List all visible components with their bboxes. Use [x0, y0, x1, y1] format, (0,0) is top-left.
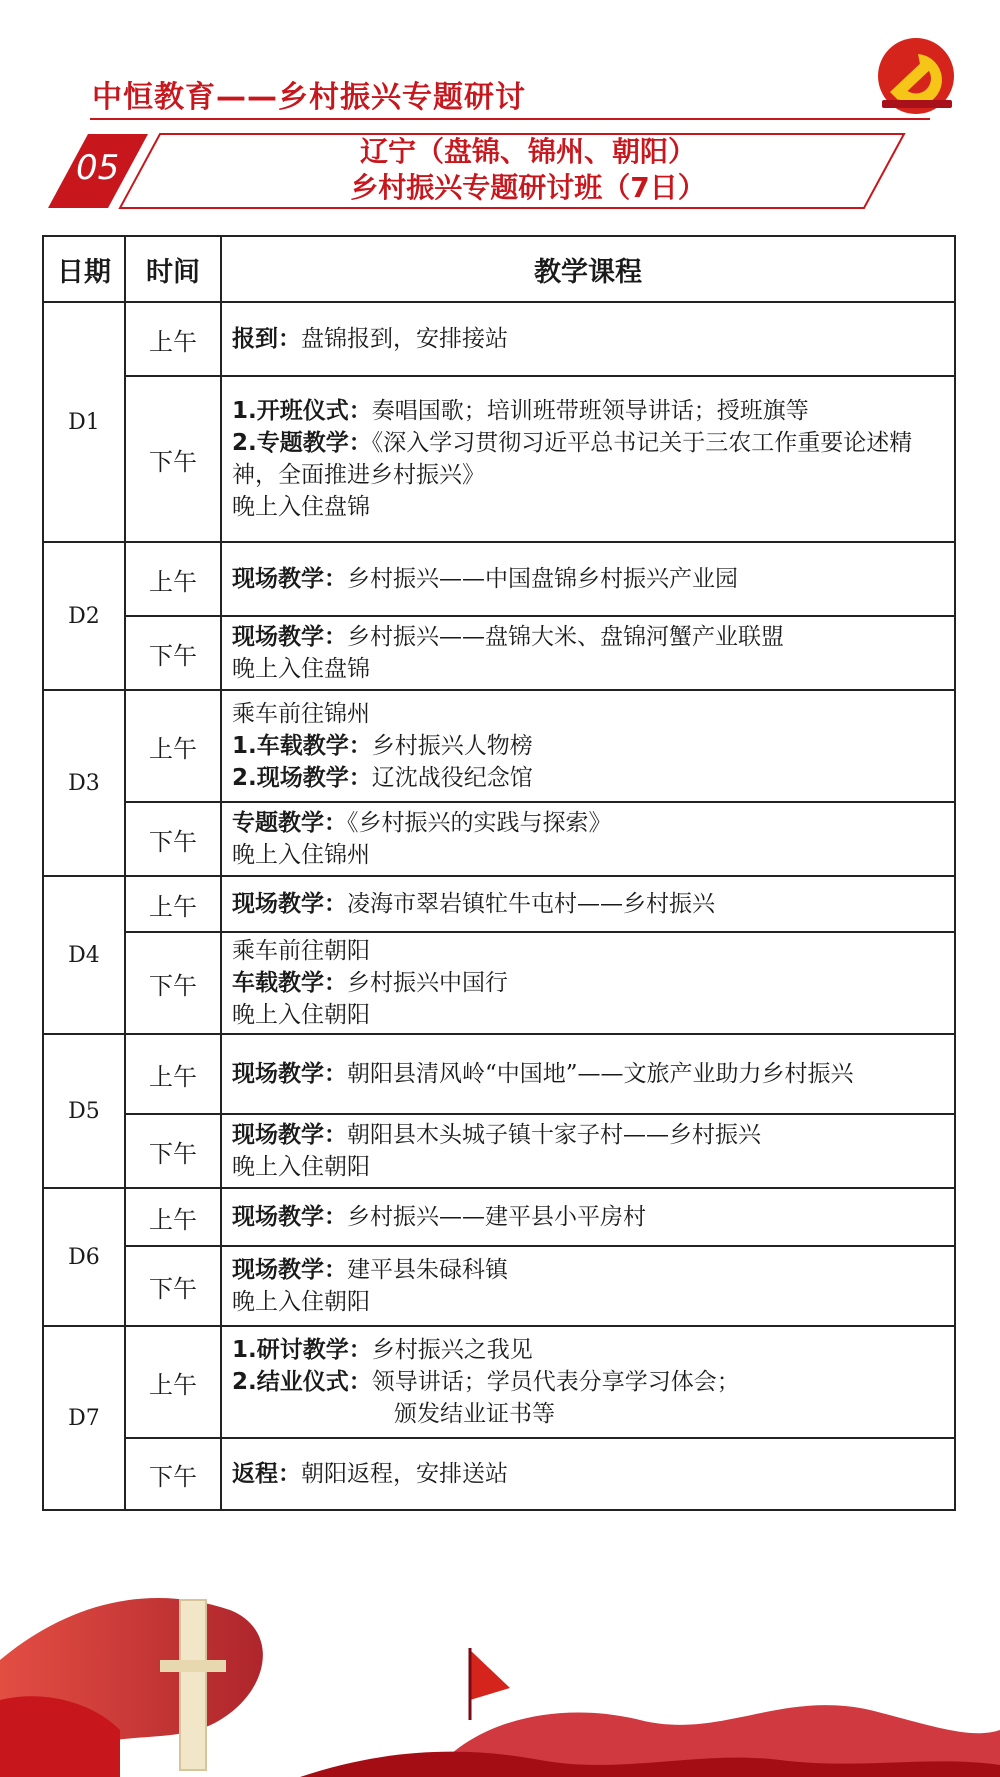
- banner-title: [168, 134, 888, 206]
- course-text: 乡村振兴——建平县小平房村: [347, 1204, 646, 1230]
- day-cell: D5: [43, 1034, 125, 1188]
- course-cell: [221, 1326, 955, 1438]
- course-label: 现场教学：: [232, 566, 347, 592]
- course-label: 2.专题教学：: [232, 430, 372, 456]
- section-number: 05: [76, 148, 120, 188]
- course-text: 《乡村振兴的实践与探索》: [347, 810, 612, 836]
- course-text: 领导讲话；学员代表分享学习体会；: [371, 1369, 740, 1395]
- course-cell: [221, 1114, 955, 1188]
- schedule-table: [42, 235, 956, 1511]
- time-cell: 上午: [125, 542, 221, 616]
- course-cell: [221, 932, 955, 1034]
- header-time: 时间: [125, 236, 221, 302]
- time-cell: 下午: [125, 1438, 221, 1510]
- course-text: 朝阳县清风岭“中国地”——文旅产业助力乡村振兴: [347, 1061, 854, 1087]
- day-cell: D3: [43, 690, 125, 876]
- course-text: 朝阳县木头城子镇十家子村——乡村振兴: [347, 1122, 761, 1148]
- table-row: [43, 690, 955, 802]
- course-text: 晚上入住朝阳: [232, 1289, 370, 1315]
- course-label: 现场教学：: [232, 1204, 347, 1230]
- course-text: 乡村振兴之我见: [371, 1337, 533, 1363]
- course-cell: [221, 376, 955, 542]
- course-cell: [221, 1034, 955, 1114]
- course-cell: [221, 542, 955, 616]
- course-label: 2.现场教学：: [232, 765, 372, 791]
- table-row: [43, 876, 955, 932]
- time-cell: 下午: [125, 932, 221, 1034]
- course-text: 凌海市翠岩镇牤牛屯村——乡村振兴: [347, 891, 715, 917]
- table-row: [43, 616, 955, 690]
- course-label: 2.结业仪式：: [232, 1369, 372, 1395]
- course-cell: [221, 690, 955, 802]
- course-text: 乘车前往朝阳: [232, 938, 370, 964]
- time-cell: 上午: [125, 1326, 221, 1438]
- course-label: 专题教学：: [232, 810, 347, 836]
- table-row: [43, 1034, 955, 1114]
- time-cell: 上午: [125, 302, 221, 376]
- course-label: 现场教学：: [232, 1061, 347, 1087]
- footer-decoration: [0, 1570, 1000, 1777]
- time-cell: 下午: [125, 376, 221, 542]
- course-cell: [221, 1246, 955, 1326]
- course-text: 晚上入住朝阳: [232, 1002, 370, 1028]
- course-label: 现场教学：: [232, 624, 347, 650]
- header-divider: [90, 118, 930, 120]
- course-label: 现场教学：: [232, 891, 347, 917]
- course-label: 返程：: [232, 1461, 301, 1487]
- course-text: 晚上入住盘锦: [232, 656, 370, 682]
- time-cell: 下午: [125, 1246, 221, 1326]
- course-text: 盘锦报到，安排接站: [301, 326, 508, 352]
- course-label: 车载教学：: [232, 970, 347, 996]
- table-header-row: [43, 236, 955, 302]
- day-cell: D4: [43, 876, 125, 1034]
- day-cell: D2: [43, 542, 125, 690]
- course-label: 1.车载教学：: [232, 733, 372, 759]
- table-row: [43, 1246, 955, 1326]
- course-text: 颁发结业证书等: [394, 1401, 555, 1427]
- time-cell: 下午: [125, 1114, 221, 1188]
- party-emblem-icon: [868, 34, 964, 118]
- time-cell: 上午: [125, 876, 221, 932]
- banner-title-line1: 辽宁（盘锦、锦州、朝阳）: [359, 135, 696, 168]
- section-banner: [48, 130, 908, 212]
- header-day: 日期: [43, 236, 125, 302]
- time-cell: 下午: [125, 802, 221, 876]
- table-row: [43, 1438, 955, 1510]
- course-cell: [221, 616, 955, 690]
- course-text: 朝阳返程，安排送站: [301, 1461, 508, 1487]
- course-label: 报到：: [232, 326, 301, 352]
- time-cell: 下午: [125, 616, 221, 690]
- table-row: [43, 1326, 955, 1438]
- course-text: 乡村振兴中国行: [347, 970, 508, 996]
- table-row: [43, 302, 955, 376]
- time-cell: 上午: [125, 1188, 221, 1246]
- day-cell: D1: [43, 302, 125, 542]
- course-text: 乡村振兴——盘锦大米、盘锦河蟹产业联盟: [347, 624, 784, 650]
- course-cell: [221, 1438, 955, 1510]
- course-text: 《深入学习贯彻习近平总书记关于三农工作重要论述精神，全面推进乡村振兴》: [232, 430, 913, 488]
- course-text: 辽沈战役纪念馆: [371, 765, 533, 791]
- course-cell: [221, 802, 955, 876]
- course-label: 1.开班仪式：: [232, 398, 372, 424]
- course-text: 晚上入住朝阳: [232, 1154, 370, 1180]
- course-text: 乘车前往锦州: [232, 701, 370, 727]
- day-cell: D7: [43, 1326, 125, 1510]
- banner-title-line2: 乡村振兴专题研讨班（7日）: [350, 171, 706, 204]
- course-label: 1.研讨教学：: [232, 1337, 372, 1363]
- table-row: [43, 802, 955, 876]
- course-text: 建平县朱碌科镇: [347, 1257, 508, 1283]
- course-cell: [221, 302, 955, 376]
- header-course: 教学课程: [221, 236, 955, 302]
- course-cell: [221, 876, 955, 932]
- course-text: 乡村振兴人物榜: [371, 733, 533, 759]
- time-cell: 上午: [125, 1034, 221, 1114]
- table-row: [43, 376, 955, 542]
- header-title: 中恒教育——乡村振兴专题研讨: [92, 80, 526, 115]
- course-label: 现场教学：: [232, 1122, 347, 1148]
- course-text: 奏唱国歌；培训班带班领导讲话；授班旗等: [371, 398, 809, 424]
- table-row: [43, 542, 955, 616]
- table-row: [43, 1114, 955, 1188]
- course-cell: [221, 1188, 955, 1246]
- course-text: 乡村振兴——中国盘锦乡村振兴产业园: [347, 566, 738, 592]
- time-cell: 上午: [125, 690, 221, 802]
- day-cell: D6: [43, 1188, 125, 1326]
- table-row: [43, 932, 955, 1034]
- table-row: [43, 1188, 955, 1246]
- course-label: 现场教学：: [232, 1257, 347, 1283]
- course-text: 晚上入住锦州: [232, 842, 370, 868]
- course-text: 晚上入住盘锦: [232, 494, 370, 520]
